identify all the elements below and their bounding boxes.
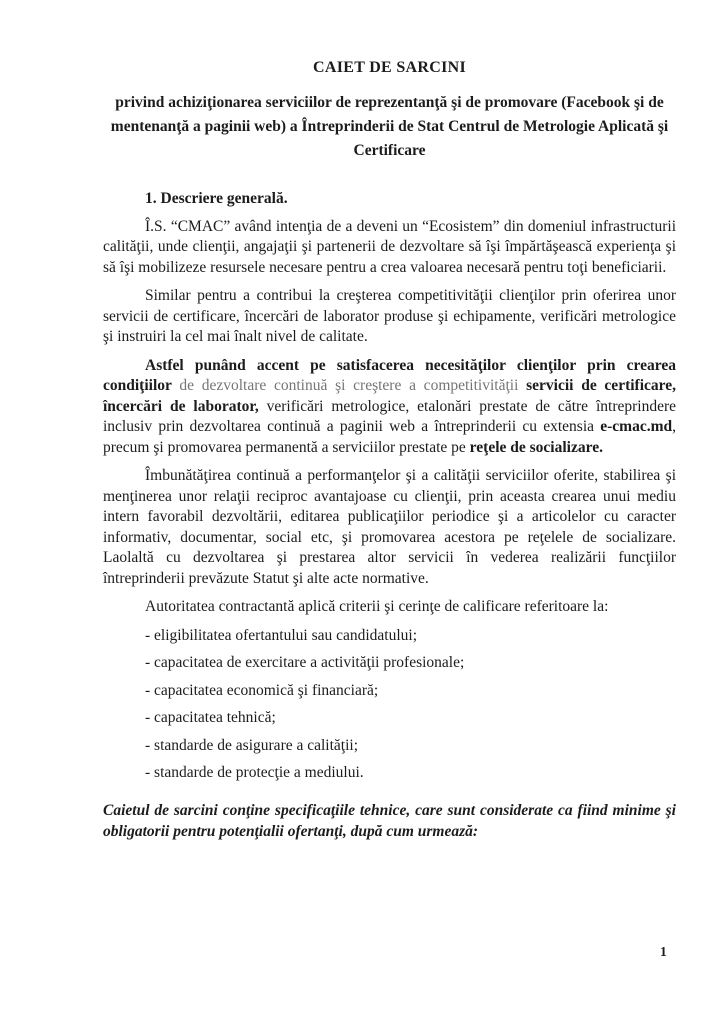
subtitle-line: privind achiziţionarea serviciilor de reprezentanţă şi de promovare (Facebook şi de xyxy=(115,94,664,111)
criteria-item: - capacitatea de exercitare a activităţii profesionale; xyxy=(145,654,465,671)
paragraph-general-description: Î.S. “CMAC” având intenţia de a deveni un “Ecosistem” din domeniul infrastructurii calităţii, unde clienţii, angajaţii şi partenerii de dezvoltare să îşi împărtăşească experienţa şi să îşi mobilizeze resursele necesare pentru a crea valoarea necesară pentru toţi beneficiarii. xyxy=(103,217,676,276)
website-extension-text: e-cmac.md xyxy=(600,418,673,435)
bold-text-segment: reţele de socializare. xyxy=(469,438,603,456)
criteria-intro: Autoritatea contractantă aplică criterii şi cerinţe de calificare referitoare la: xyxy=(145,598,609,615)
bold-text-segment: Astfel punând accent pe satisfacerea necesităţilor clienţilor prin crearea condiţiilor xyxy=(103,356,676,394)
criteria-item: - standarde de protecţie a mediului. xyxy=(145,764,364,781)
criteria-item: - capacitatea tehnică; xyxy=(145,709,276,726)
paragraph-similar-contribution: Similar pentru a contribui la creşterea competitivităţii clienţilor prin oferirea unor servicii de certificare, încercări de laborator produse şi echipamente, verificări metrologice şi instruiri la cel mai înalt nivel de calitate. xyxy=(103,287,676,345)
subtitle-line: mentenanţă a paginii web) a Întreprinderii de Stat Centrul de Metrologie Aplicată şi xyxy=(110,118,669,135)
criteria-item: - eligibilitatea ofertantului sau candidatului; xyxy=(145,626,418,644)
section-heading-descriere-generala: 1. Descriere generală. xyxy=(145,190,288,207)
closing-note: Caietul de sarcini conţine specificaţiile tehnice, care sunt considerate ca fiind minime şi obligatorii pentru potenţialii ofertanţi, după cum urmează: xyxy=(103,801,676,840)
regular-text-segment: verificări metrologice, etalonări prestate de către întreprindere inclusiv prin dezvoltarea continuă a paginii web a întreprinderii cu extensia xyxy=(103,397,676,435)
criteria-item: - capacitatea economică şi financiară; xyxy=(145,681,379,699)
regular-text-segment: , precum şi promovarea permanentă a serviciilor prestate pe xyxy=(103,418,676,456)
bold-text-segment: servicii de certificare, încercări de laborator, xyxy=(103,377,676,415)
criteria-item: - standarde de asigurare a calităţii; xyxy=(145,736,359,754)
subtitle-line: Certificare xyxy=(353,142,426,159)
gray-text-segment: de dezvoltare continuă şi creştere a competitivităţii xyxy=(179,377,527,394)
paragraph-improvement: Îmbunătăţirea continuă a performanţelor şi a calităţii serviciilor oferite, stabilirea şi menţinerea unor relaţii reciproc avantajoase cu clienţii, prin aceasta crearea unui mediu intern favorabil dezvoltării, editarea publicaţiilor periodice şi a articolelor cu caracter informativ, documentar, social etc, şi promovarea acestora pe reţelele de socializare. Laolaltă cu dezvoltarea şi prestarea altor servicii în vederea realizării funcţiilor întreprinderii prevăzute Statut şi alte acte normative. xyxy=(103,467,676,587)
paragraph-astfel-mixed xyxy=(103,356,676,459)
document-subtitle xyxy=(103,91,676,163)
page-number: 1 xyxy=(660,944,667,959)
document-title: CAIET DE SARCINI xyxy=(313,59,466,76)
criteria-list xyxy=(103,626,676,784)
